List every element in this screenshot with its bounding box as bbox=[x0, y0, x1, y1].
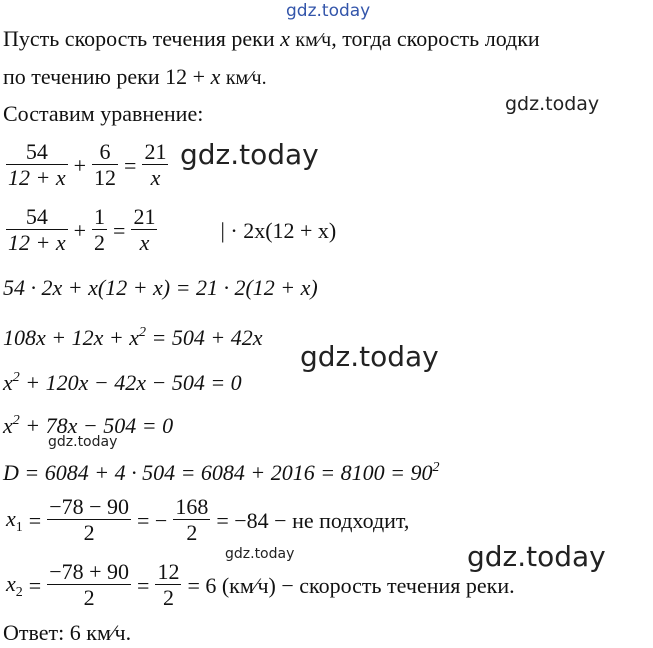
variable-x: x bbox=[280, 26, 290, 51]
text-line-1 bbox=[3, 26, 540, 53]
watermark: gdz.today bbox=[467, 540, 606, 573]
unit-kmh: км⁄ч bbox=[295, 29, 332, 51]
fraction: $\frac{-78 - 90}{2}$ bbox=[49, 494, 130, 545]
text-line-1-start: Пусть скорость течения реки bbox=[3, 26, 275, 51]
fraction: $\frac{-78 + 90}{2}$ bbox=[49, 559, 130, 610]
variable-x: x bbox=[210, 64, 221, 89]
equation-discriminant: $D = 6084 + 4 \cdot 504 = 6084 + 2016 = 8100 = 90^2$ bbox=[3, 460, 440, 485]
text-line-2-start: по течению реки 12 + bbox=[3, 64, 206, 89]
equation-6: $x^2 + 78x - 504 = 0$ bbox=[3, 413, 174, 438]
watermark: gdz.today bbox=[225, 546, 295, 562]
fraction: $\frac{6}{12}$ bbox=[94, 139, 117, 190]
watermark: gdz.today bbox=[505, 93, 600, 115]
text-line-2 bbox=[3, 64, 267, 91]
answer: Ответ: 6 км⁄ч. bbox=[3, 620, 132, 645]
equation-3: 54 · 2x + x(12 + x) = 21 · 2(12 + x) bbox=[3, 275, 318, 300]
fraction: $\frac{54}{12 + x}$ bbox=[8, 139, 66, 190]
equation-1: $\frac{54}{12 + x}$ + $\frac{6}{12}$ = $\frac{21}{x}$ bbox=[8, 139, 167, 190]
fraction: $\frac{21}{x}$ bbox=[144, 139, 167, 190]
equation-5: $x^2 + 120x - 42x - 504 = 0$ bbox=[3, 370, 242, 395]
text-line-3: Составим уравнение: bbox=[3, 101, 204, 126]
text-line-1-end: , тогда скорость лодки bbox=[331, 26, 540, 51]
fraction: $\frac{12}{2}$ bbox=[157, 559, 180, 610]
unit-kmh: км⁄ч. bbox=[225, 67, 267, 89]
watermark: gdz.today bbox=[180, 138, 319, 171]
watermark-top: gdz.today bbox=[286, 1, 371, 21]
multiplier: | · 2x(12 + x) bbox=[220, 217, 337, 243]
equation-2: $\frac{54}{12 + x}$ + $\frac{1}{2}$ = $\frac{21}{x}$ | · 2x(12 + x) bbox=[8, 204, 337, 255]
fraction: $\frac{54}{12 + x}$ bbox=[8, 204, 66, 255]
fraction: $\frac{21}{x}$ bbox=[133, 204, 156, 255]
root-x1: $x_1$ = $\frac{-78 - 90}{2}$ = − $\frac{168}{2}$ = −84 − не подходит, bbox=[6, 494, 410, 545]
fraction: $\frac{168}{2}$ bbox=[175, 494, 209, 545]
equation-4: $108x + 12x + x^2 = 504 + 42x$ bbox=[3, 325, 263, 350]
watermark: gdz.today bbox=[48, 434, 118, 450]
root-x2: $x_2$ = $\frac{-78 + 90}{2}$ = $\frac{12}{2}$ = 6 (км⁄ч) − скорость течения реки. bbox=[6, 559, 515, 610]
fraction: $\frac{1}{2}$ bbox=[94, 204, 106, 255]
watermark: gdz.today bbox=[300, 340, 439, 373]
